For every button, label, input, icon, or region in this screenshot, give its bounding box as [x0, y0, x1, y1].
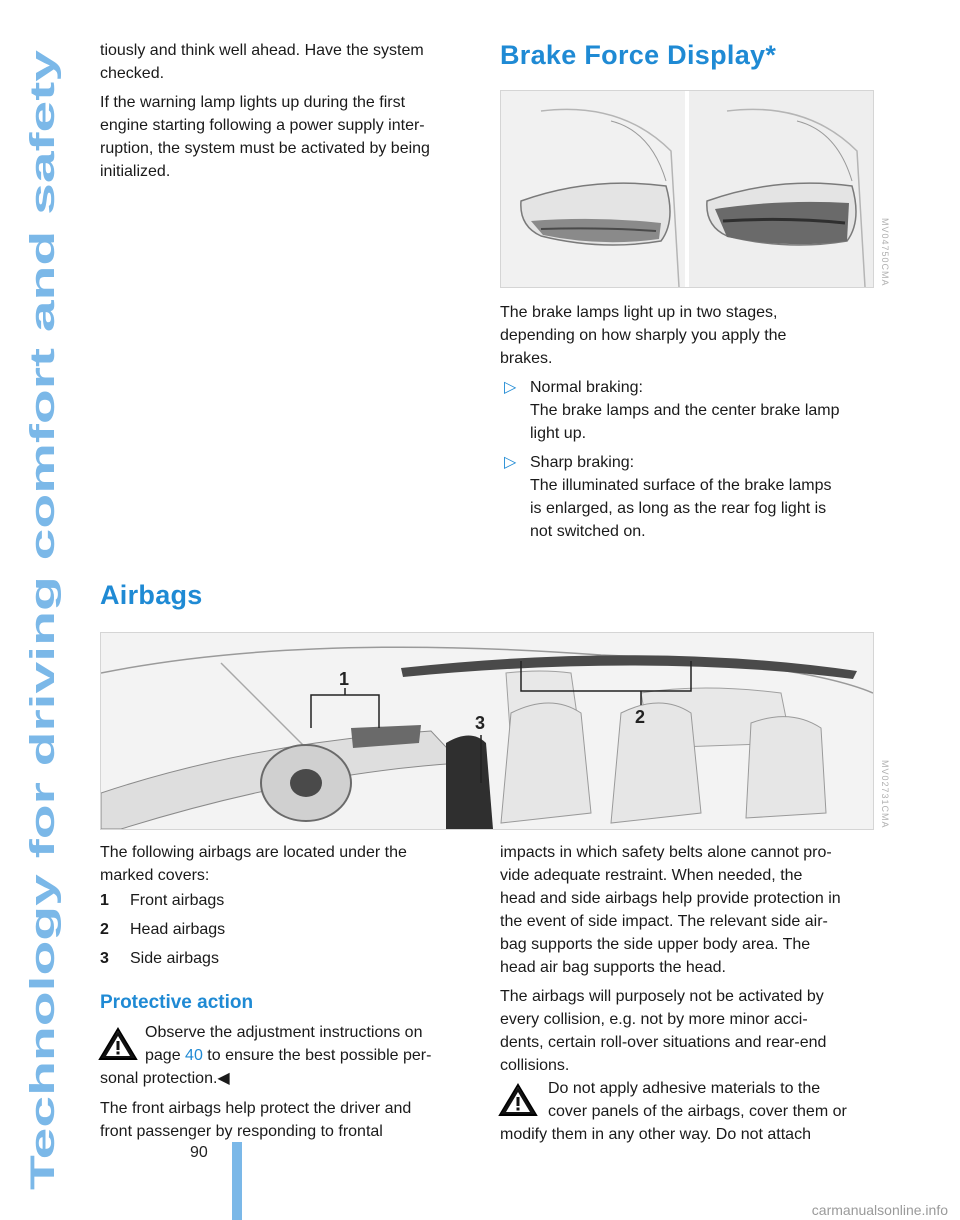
warning-text-line	[145, 1044, 431, 1067]
warning-text-line: modify them in any other way. Do not attach	[500, 1126, 811, 1143]
callout-label-1: 1	[339, 669, 350, 689]
warning-text-fragment: page	[145, 1047, 186, 1064]
item-number: 1	[100, 892, 109, 909]
airbags-heading: Airbags	[100, 580, 203, 610]
bullet-line: The brake lamps and the center brake lamp	[530, 402, 840, 419]
body-text-line: head and side airbags help provide protection in	[500, 890, 841, 907]
page-marker-bar	[232, 1142, 242, 1220]
body-text-line: the event of side impact. The relevant side air-	[500, 913, 828, 930]
bullet-line: is enlarged, as long as the rear fog light is	[530, 500, 827, 517]
bullet-line: light up.	[530, 425, 587, 442]
callout-label-3: 3	[475, 713, 486, 733]
item-label: Side airbags	[130, 950, 219, 967]
warning-triangle-icon	[98, 1027, 138, 1061]
body-text-line: initialized.	[100, 163, 171, 180]
airbag-figure-id: MV02731CMA	[880, 760, 890, 829]
warning-text-line: Do not apply adhesive materials to the	[548, 1080, 821, 1097]
body-text-line: collisions.	[500, 1057, 570, 1074]
brake-lamp-illustration	[500, 90, 874, 288]
brake-intro-line: The brake lamps light up in two stages,	[500, 304, 778, 321]
airbag-locations-illustration	[100, 632, 874, 830]
body-text-line: front passenger by responding to frontal	[100, 1123, 383, 1140]
bullet-line: Sharp braking:	[530, 454, 635, 471]
body-text-line: tiously and think well ahead. Have the system	[100, 42, 424, 59]
body-text-line: The front airbags help protect the driver and	[100, 1100, 412, 1117]
brake-figure-id: MV04750CMA	[880, 218, 890, 287]
body-text-line: If the warning lamp lights up during the first	[100, 94, 406, 111]
airbags-intro-line: The following airbags are located under the	[100, 844, 407, 861]
warning-text-line: sonal protection.◀	[100, 1070, 230, 1087]
warning-text-line: cover panels of the airbags, cover them or	[548, 1103, 847, 1120]
item-number: 2	[100, 921, 109, 938]
brake-lamp-drawing	[501, 91, 873, 287]
body-text-line: ruption, the system must be activated by being	[100, 140, 430, 157]
bullet-normal-braking	[500, 376, 880, 446]
brake-intro-line: brakes.	[500, 350, 553, 367]
warning-text-fragment: to ensure the best possible per-	[202, 1047, 432, 1064]
side-title-text: Technology for driving comfort and safety	[24, 510, 62, 1190]
callout-label-2: 2	[635, 707, 646, 727]
car-interior-drawing	[101, 633, 873, 829]
warning-text-line: Observe the adjustment instructions on	[145, 1024, 423, 1041]
side-section-title	[20, 50, 64, 1190]
body-text-line: impacts in which safety belts alone cannot pro-	[500, 844, 832, 861]
bullet-arrow-icon: ▷	[504, 379, 517, 396]
body-text-line: bag supports the side upper body area. The	[500, 936, 811, 953]
airbags-intro-line: marked covers:	[100, 867, 210, 884]
warning-triangle-icon	[498, 1083, 538, 1117]
body-text-line: dents, certain roll-over situations and rear-end	[500, 1034, 827, 1051]
brake-intro-line: depending on how sharply you apply the	[500, 327, 787, 344]
bullet-line: not switched on.	[530, 523, 646, 540]
protective-action-heading: Protective action	[100, 992, 254, 1013]
brake-force-display-heading: Brake Force Display*	[500, 40, 777, 70]
body-text-line: engine starting following a power supply inter-	[100, 117, 425, 134]
bullet-arrow-icon: ▷	[504, 454, 517, 471]
page-40-link[interactable]: 40	[185, 1047, 203, 1064]
body-text-line: every collision, e.g. not by more minor acci-	[500, 1011, 808, 1028]
bullet-line: The illuminated surface of the brake lamps	[530, 477, 832, 494]
item-label: Head airbags	[130, 921, 226, 938]
item-label: Front airbags	[130, 892, 225, 909]
bullet-line: Normal braking:	[530, 379, 643, 396]
body-text-line: The airbags will purposely not be activated by	[500, 988, 824, 1005]
body-text-line: checked.	[100, 65, 165, 82]
bullet-sharp-braking	[500, 451, 880, 543]
site-watermark: carmanualsonline.info	[811, 1202, 948, 1218]
body-text-line: head air bag supports the head.	[500, 959, 726, 976]
page-number: 90	[190, 1144, 208, 1161]
item-number: 3	[100, 950, 109, 967]
body-text-line: vide adequate restraint. When needed, the	[500, 867, 803, 884]
